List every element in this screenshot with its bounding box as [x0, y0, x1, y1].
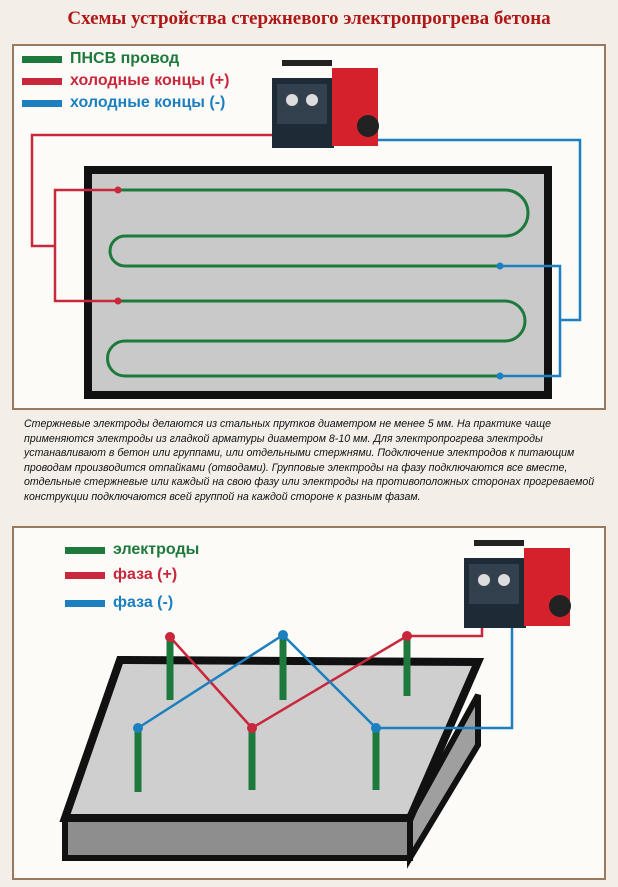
transformer-icon — [272, 60, 379, 148]
legend-label: электроды — [113, 541, 200, 558]
legend-item — [65, 594, 173, 612]
legend-label: ПНСВ провод — [70, 50, 180, 67]
legend-item — [65, 541, 199, 559]
transformer-icon — [464, 540, 571, 628]
legend-label: фаза (+) — [113, 566, 178, 583]
legend-swatch — [22, 78, 62, 85]
legend-item — [22, 72, 229, 90]
node — [115, 298, 122, 305]
legend-swatch — [22, 56, 62, 63]
legend-label: холодные концы (-) — [70, 94, 226, 111]
node — [497, 373, 504, 380]
legend-label: фаза (-) — [113, 594, 174, 611]
legend-item — [22, 50, 179, 68]
node — [115, 187, 122, 194]
concrete-slab-top — [88, 170, 548, 395]
node — [497, 263, 504, 270]
legend-swatch — [65, 547, 105, 554]
description-text: Стержневые электроды делаются из стальных прутков диаметром не менее 5 мм. На практике чаще применяются электроды из гладкой арматуры диаметром 8-10 мм. Для электропрогрева электроды устанавливают в бетон или группами, или отдельными стержнями. Подключение электродов к питающим проводам производится отпайками (отводами). Групповые электроды на фазу подключаются все вместе, отдельные стержневые или каждый на свою фазу или электроды на противоположных сторонах прогреваемой конструкции подключаются всей группой на каждой стороне к разным фазам. — [24, 418, 595, 503]
legend-swatch — [22, 100, 62, 107]
page-title: Схемы устройства стержневого электропрогрева бетона — [67, 8, 551, 29]
concrete-slab-top-face — [65, 660, 478, 818]
legend-item — [65, 566, 177, 584]
legend-item — [22, 94, 225, 112]
legend-swatch — [65, 600, 105, 607]
legend-label: холодные концы (+) — [70, 72, 230, 89]
concrete-slab-front — [65, 818, 410, 858]
legend-swatch — [65, 572, 105, 579]
